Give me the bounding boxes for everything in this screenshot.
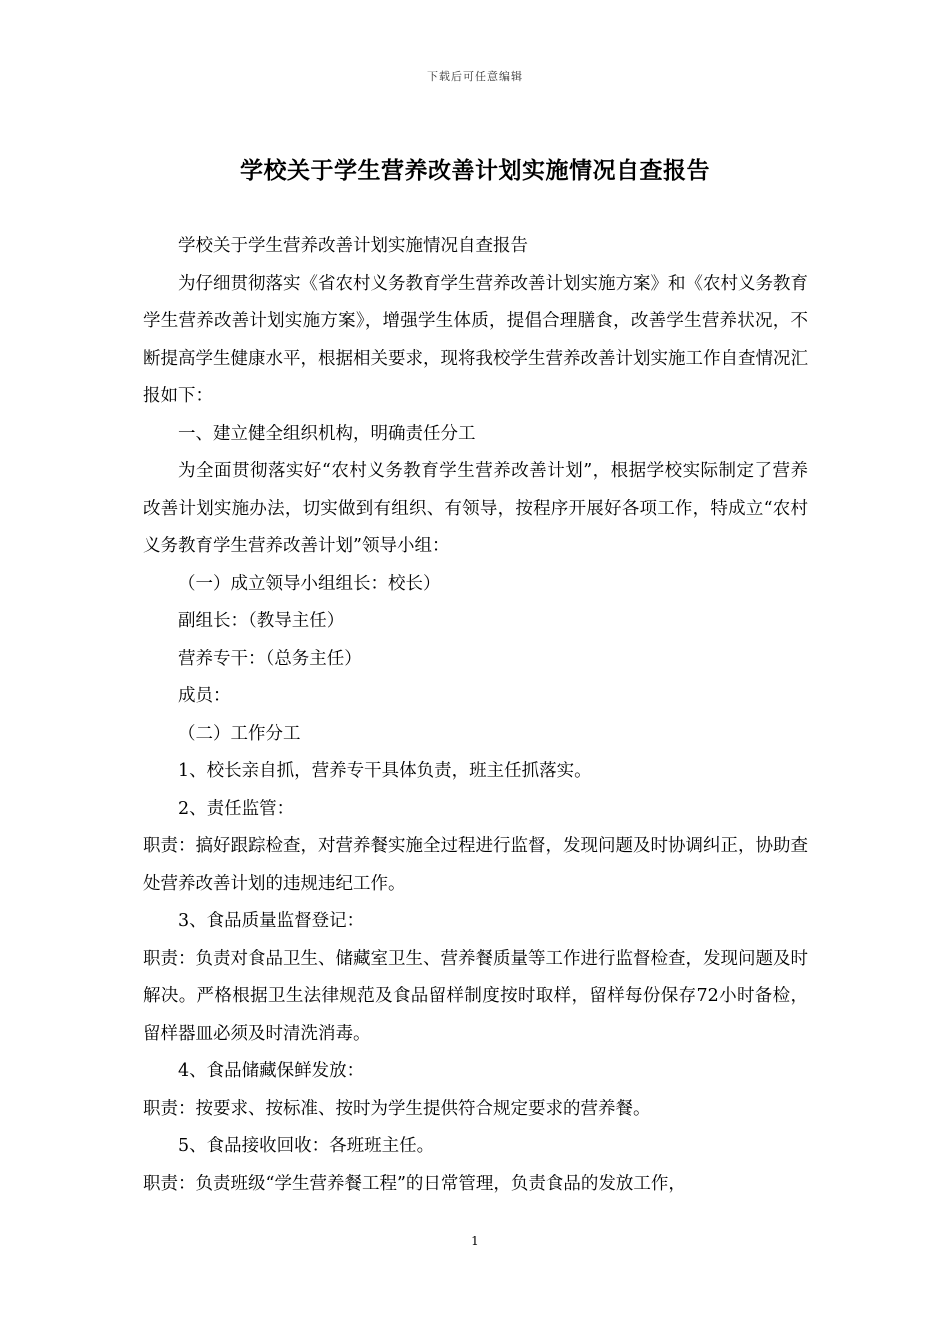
paragraph-intro: 为仔细贯彻落实《省农村义务教育学生营养改善计划实施方案》和《农村义务教育学生营养改善计划实施方案》，增强学生体质，提倡合理膳食，改善学生营养状况，不断提高学生健康水平，根据相关要求，现将我校学生营养改善计划实施工作自查情况汇报如下： — [143, 273, 808, 406]
list-item-5: 5、食品接收回收：各班班主任。 — [178, 1136, 435, 1156]
list-item-1: 1、校长亲自抓，营养专干具体负责，班主任抓落实。 — [178, 761, 592, 781]
list-item-4: 4、食品储藏保鲜发放： — [178, 1061, 365, 1081]
paragraph-leadership-group: 为全面贯彻落实好“农村义务教育学生营养改善计划”，根据学校实际制定了营养改善计划实施办法，切实做到有组织、有领导，按程序开展好各项工作，特成立“农村义务教育学生营养改善计划”领导小组： — [143, 461, 808, 556]
list-item-3: 3、食品质量监督登记： — [178, 911, 365, 931]
paragraph-deputy-leader: 副组长：（教导主任） — [178, 611, 345, 631]
list-item-2: 2、责任监管： — [178, 798, 295, 819]
paragraph-duty-5: 职责：负责班级“学生营养餐工程”的日常管理，负责食品的发放工作， — [143, 1173, 686, 1194]
paragraph-duty-2: 职责：搞好跟踪检查，对营养餐实施全过程进行监督，发现问题及时协调纠正，协助查处营养改善计划的违规违纪工作。 — [143, 836, 808, 894]
paragraph-nutrition-officer: 营养专干：（总务主任） — [178, 648, 362, 669]
document-title: 学校关于学生营养改善计划实施情况自查报告 — [240, 157, 710, 184]
section-heading-organization: 一、建立健全组织机构，明确责任分工 — [178, 423, 476, 444]
paragraph-duty-4: 职责：按要求、按标准、按时为学生提供符合规定要求的营养餐。 — [143, 1098, 651, 1119]
paragraph-duty-3: 职责：负责对食品卫生、储藏室卫生、营养餐质量等工作进行监督检查，发现问题及时解决。严格根据卫生法律规范及食品留样制度按时取样，留样每份保存72小时备检，留样器皿必须及时清洗消毒。 — [143, 948, 808, 1044]
header-note: 下载后可任意编辑 — [427, 70, 523, 83]
paragraph-subtitle: 学校关于学生营养改善计划实施情况自查报告 — [178, 236, 528, 256]
subsection-heading-division: （二）工作分工 — [178, 723, 301, 744]
document-body — [143, 228, 808, 1203]
page-number: 1 — [471, 1234, 479, 1248]
paragraph-members: 成员： — [178, 686, 231, 706]
paragraph-group-leader: （一）成立领导小组组长：校长） — [178, 573, 441, 594]
